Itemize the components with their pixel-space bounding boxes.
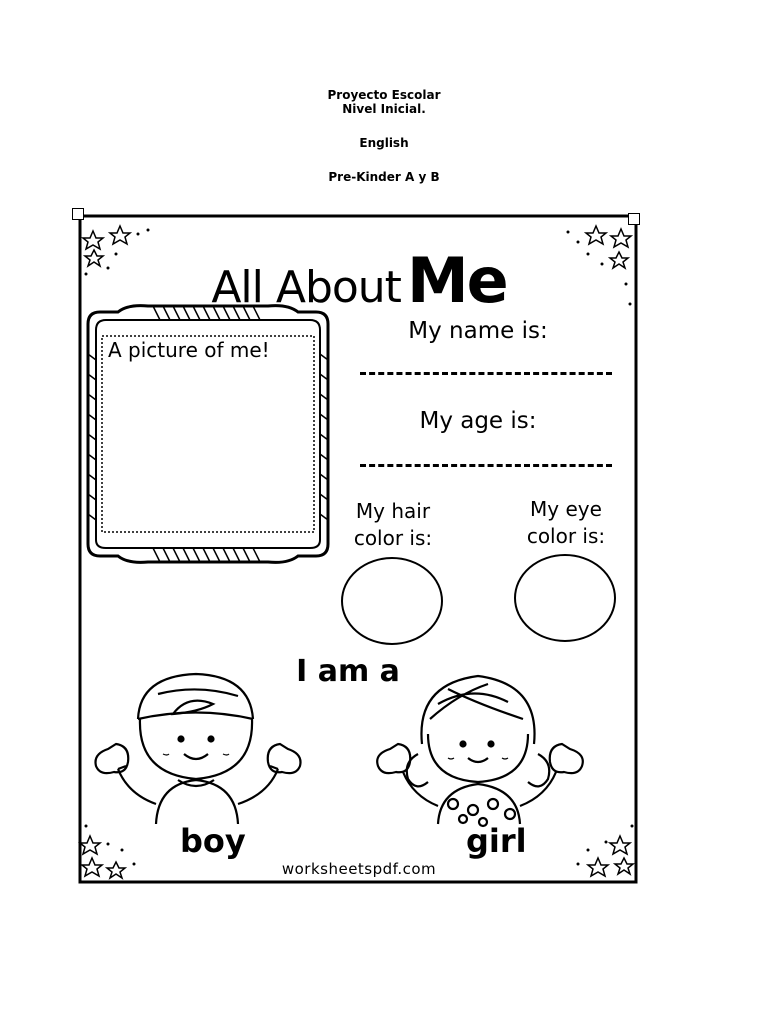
worksheet [78,214,640,886]
picture-label: A picture of me! [108,338,270,362]
header-line-1: Proyecto Escolar [327,88,441,102]
header-line-3: English [359,136,409,150]
hair-color-label [333,498,453,552]
girl-illustration [377,676,583,826]
eye-label-line-1: My eye [530,497,602,521]
hair-color-circle [342,558,442,644]
worksheet-title [78,244,640,317]
boy-label: boy [180,822,246,860]
hair-label-line-2: color is: [353,526,433,550]
header-line-2: Nivel Inicial. [342,102,426,116]
girl-label: girl [466,822,527,860]
title-all-about: All About [211,262,401,313]
header-line-4: Pre-Kinder A y B [328,170,440,184]
age-blank-line [360,464,612,467]
eye-color-circle [515,555,615,641]
corner-handle-right [628,213,640,225]
boy-illustration [96,674,301,824]
corner-handle-left [72,208,84,220]
footer-website: worksheetspdf.com [281,860,437,878]
name-blank-line [360,372,612,375]
i-am-a-label: I am a [296,654,400,689]
name-label: My name is: [408,318,548,344]
eye-color-label [506,496,626,550]
age-label: My age is: [419,408,537,434]
title-me: Me [406,244,507,317]
eye-label-line-2: color is: [526,524,606,548]
hair-label-line-1: My hair [355,499,431,523]
